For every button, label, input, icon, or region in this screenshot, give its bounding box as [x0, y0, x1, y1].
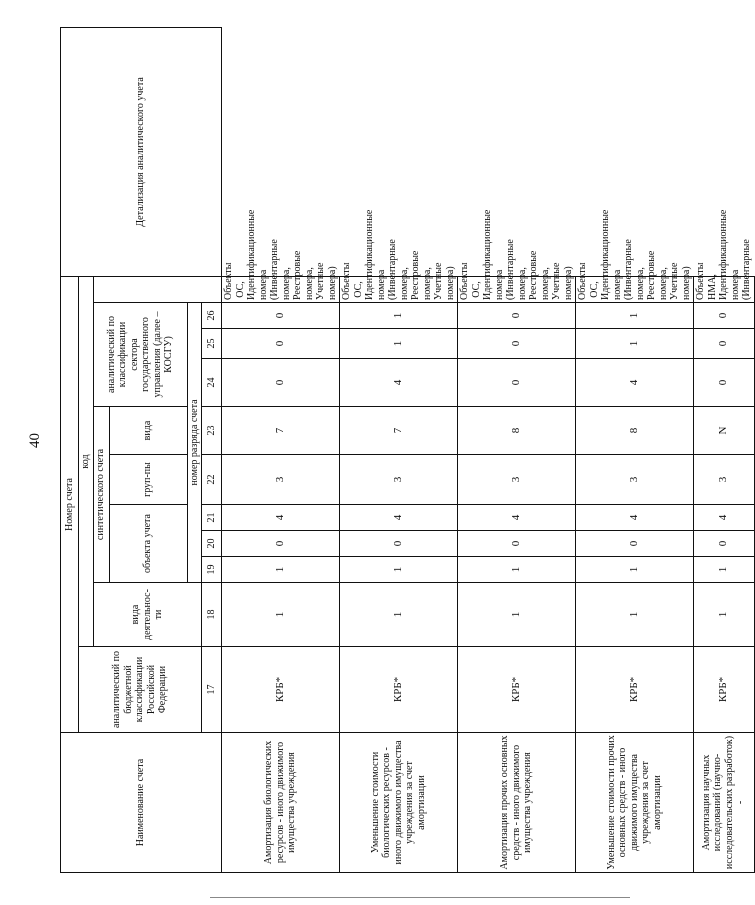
row-value: 0 [694, 303, 755, 329]
row-value: 0 [222, 531, 340, 557]
accounts-table [60, 27, 755, 873]
row-value: 3 [694, 455, 755, 505]
row-account-name: Амортизация научных исследований (научно-исследовательских разработок) - [694, 733, 755, 873]
row-detail: Объекты ОС, Идентификационные номера (Инвентарные номера, Реестровые номера, Учетные номера) [576, 276, 694, 302]
row-value: 1 [340, 583, 458, 647]
header-synthetic: синтетического счета [93, 407, 109, 583]
header-kosgu: аналитический по классификации сектора государственного управления (далее – КОСГУ) [93, 303, 187, 407]
header-budget-class: аналитический по бюджетной классификации Российской Федерации [79, 647, 202, 733]
row-value: КРБ* [576, 647, 694, 733]
digit-18: 18 [202, 583, 222, 647]
header-kind: вида [109, 407, 187, 455]
row-value: 4 [340, 359, 458, 407]
row-value: 1 [576, 303, 694, 329]
row-value: 0 [458, 329, 576, 359]
row-value: 1 [340, 557, 458, 583]
row-value: 0 [222, 303, 340, 329]
row-value: 1 [576, 329, 694, 359]
row-value: N [694, 407, 755, 455]
table-row [222, 27, 340, 872]
row-value: 1 [694, 557, 755, 583]
rotated-table-container [60, 28, 752, 873]
row-value: 0 [576, 531, 694, 557]
row-value: 8 [458, 407, 576, 455]
page-number-text: 40 [27, 433, 43, 448]
row-value: 0 [222, 329, 340, 359]
row-value: 1 [458, 583, 576, 647]
row-value: 3 [340, 455, 458, 505]
digit-20: 20 [202, 531, 222, 557]
header-group: груп-пы [109, 455, 187, 505]
table-row [458, 27, 576, 872]
row-value: 3 [458, 455, 576, 505]
row-value: 4 [222, 505, 340, 531]
row-value: 1 [222, 583, 340, 647]
row-value: КРБ* [458, 647, 576, 733]
row-detail: Объекты ОС, Идентификационные номера (Инвентарные номера, Реестровые номера, Учетные номера) [458, 276, 576, 302]
row-value: 3 [222, 455, 340, 505]
row-value: 4 [576, 505, 694, 531]
row-value: 4 [576, 359, 694, 407]
row-value: КРБ* [694, 647, 755, 733]
row-value: 4 [458, 505, 576, 531]
header-object: объекта учета [109, 505, 187, 583]
row-value: 4 [694, 505, 755, 531]
digit-19: 19 [202, 557, 222, 583]
digit-21: 21 [202, 505, 222, 531]
header-account-name: Наименование счета [61, 733, 222, 873]
row-account-name: Уменьшение стоимости прочих основных средств - иного движимого имущества учреждения за счет амортизации [576, 733, 694, 873]
row-value: 1 [458, 557, 576, 583]
row-value: 0 [694, 531, 755, 557]
digit-26: 26 [202, 303, 222, 329]
row-value: 0 [458, 359, 576, 407]
digit-23: 23 [202, 407, 222, 455]
bottom-rule [210, 897, 630, 898]
row-value: КРБ* [340, 647, 458, 733]
header-row-1 [61, 27, 79, 872]
row-value: 1 [222, 557, 340, 583]
header-digit-row: номер разряда счета [187, 303, 202, 583]
row-value: 0 [694, 329, 755, 359]
digit-24: 24 [202, 359, 222, 407]
header-code: код [79, 276, 94, 646]
digit-22: 22 [202, 455, 222, 505]
row-value: 0 [458, 303, 576, 329]
row-value: 0 [340, 531, 458, 557]
row-value: 7 [222, 407, 340, 455]
row-value: 4 [340, 505, 458, 531]
table-wrapper [60, 28, 752, 873]
row-value: 0 [694, 359, 755, 407]
table-row [576, 27, 694, 872]
row-value: 1 [576, 583, 694, 647]
row-account-name: Амортизация прочих основных средств - иного движимого имущества учреждения [458, 733, 576, 873]
row-account-name: Амортизация биологических ресурсов - иного движимого имущества учреждения [222, 733, 340, 873]
digit-25: 25 [202, 329, 222, 359]
row-detail: Объекты ОС, Идентификационные номера (Инвентарные номера, Реестровые номера, Учетные номера) [222, 276, 340, 302]
row-value: КРБ* [222, 647, 340, 733]
row-detail: Объекты ОС, Идентификационные номера (Инвентарные номера, Реестровые номера, Учетные номера) [340, 276, 458, 302]
row-account-name: Уменьшение стоимости биологических ресурсов - иного движимого имущества учреждения за счет амортизации [340, 733, 458, 873]
row-value: 8 [576, 407, 694, 455]
row-value: 1 [340, 329, 458, 359]
row-detail: Объекты НМА, Идентификационные номера (Инвентарные [694, 276, 755, 302]
row-value: 3 [576, 455, 694, 505]
header-account-number: Номер счета [61, 276, 79, 732]
row-value: 1 [576, 557, 694, 583]
table-row [340, 27, 458, 872]
row-value: 0 [222, 359, 340, 407]
row-value: 7 [340, 407, 458, 455]
header-activity-type: вида деятельнос-ти [93, 583, 202, 647]
table-row [694, 27, 755, 872]
row-value: 1 [694, 583, 755, 647]
row-value: 0 [458, 531, 576, 557]
row-value: 1 [340, 303, 458, 329]
header-detail: Детализация аналитического учета [61, 27, 222, 276]
digit-17: 17 [202, 647, 222, 733]
